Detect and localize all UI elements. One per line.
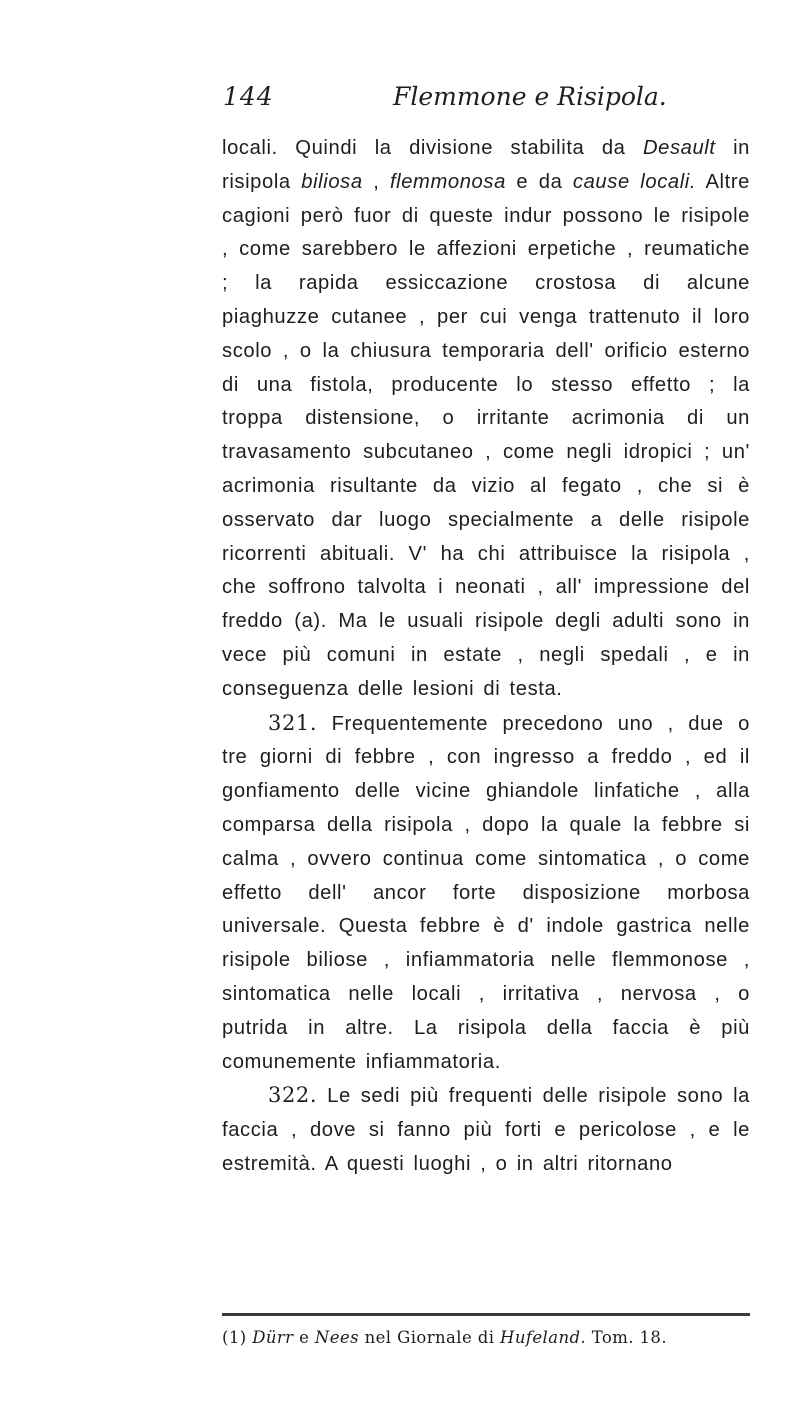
page-header bbox=[0, 82, 800, 122]
page-number: 144 bbox=[223, 82, 274, 111]
text-run: in risipola bbox=[222, 137, 750, 193]
footnote-volume: Tom. 18. bbox=[586, 1328, 667, 1347]
text-run: , bbox=[362, 170, 390, 193]
term-flemmonosa: flemmonosa bbox=[389, 170, 506, 193]
text-run: locali. Quindi la divisione stabilita da bbox=[222, 137, 643, 159]
text-run: e da bbox=[505, 170, 573, 193]
paragraph-321 bbox=[222, 707, 750, 1080]
footnote bbox=[222, 1328, 782, 1347]
footnote-text: e bbox=[293, 1328, 315, 1347]
term-biliosa: biliosa bbox=[301, 170, 363, 193]
footnote-marker: (1) bbox=[222, 1328, 253, 1347]
paragraph-continued bbox=[222, 132, 750, 707]
running-title: Flemmone e Risipola. bbox=[393, 82, 667, 111]
section-number: 322. bbox=[268, 1083, 318, 1108]
paragraph-322 bbox=[222, 1079, 750, 1181]
body-text bbox=[222, 132, 750, 1182]
author-name: Desault bbox=[642, 137, 716, 159]
footnote-author: Nees bbox=[314, 1328, 359, 1347]
section-number: 321. bbox=[268, 710, 318, 735]
footnote-text: nel Giornale di bbox=[358, 1328, 501, 1347]
footnote-journal: Hufeland. bbox=[500, 1328, 587, 1347]
text-run: Altre cagioni però fuor di queste indur possono le risipole , come sarebbero le affezioni erpetiche , reumatiche ; la rapida essiccazione crostosa di alcune piaghuzze cutanee , per cui venga trattenuto il loro scolo , o la chiusura temporaria dell' orificio esterno di una fistola, producente lo stesso effetto ; la troppa distensione, o irritante acrimonia di un travasamento subcutaneo , come negli idropici ; un' acrimonia risultante da vizio al fegato , che si è osservato dar luogo specialmente a delle risipole ricorrenti abituali. V' ha chi attribuisce la risipola , che soffrono talvolta i neonati , all' impressione del freddo (a). Ma le usuali risipole degli adulti sono in vece più comuni in estate , negli spedali , e in conseguenza delle lesioni di testa. bbox=[222, 170, 750, 700]
footnote-author: Dürr bbox=[252, 1328, 294, 1347]
text-run: Frequentemente precedono uno , due o tre giorni di febbre , con ingresso a freddo , ed il gonfiamento delle vicine ghiandole linfatiche , alla comparsa della risipola , dopo la quale la febbre si calma , ovvero continua come sintomatica , o come effetto dell' ancor forte disposizione morbosa universale. Questa febbre è d' indole gastrica nelle risipole biliose , infiammatoria nelle flemmonose , sintomatica nelle locali , irritativa , nervosa , o putrida in altre. La risipola della faccia è più comunemente infiammatoria. bbox=[222, 712, 750, 1073]
text-run: Le sedi più frequenti delle risipole sono la faccia , dove si fanno più forti e pericolose , e le estremità. A questi luoghi , o in altri ritornano bbox=[222, 1085, 750, 1175]
term-cause-locali: cause locali. bbox=[572, 170, 697, 193]
footnote-divider bbox=[222, 1313, 750, 1316]
